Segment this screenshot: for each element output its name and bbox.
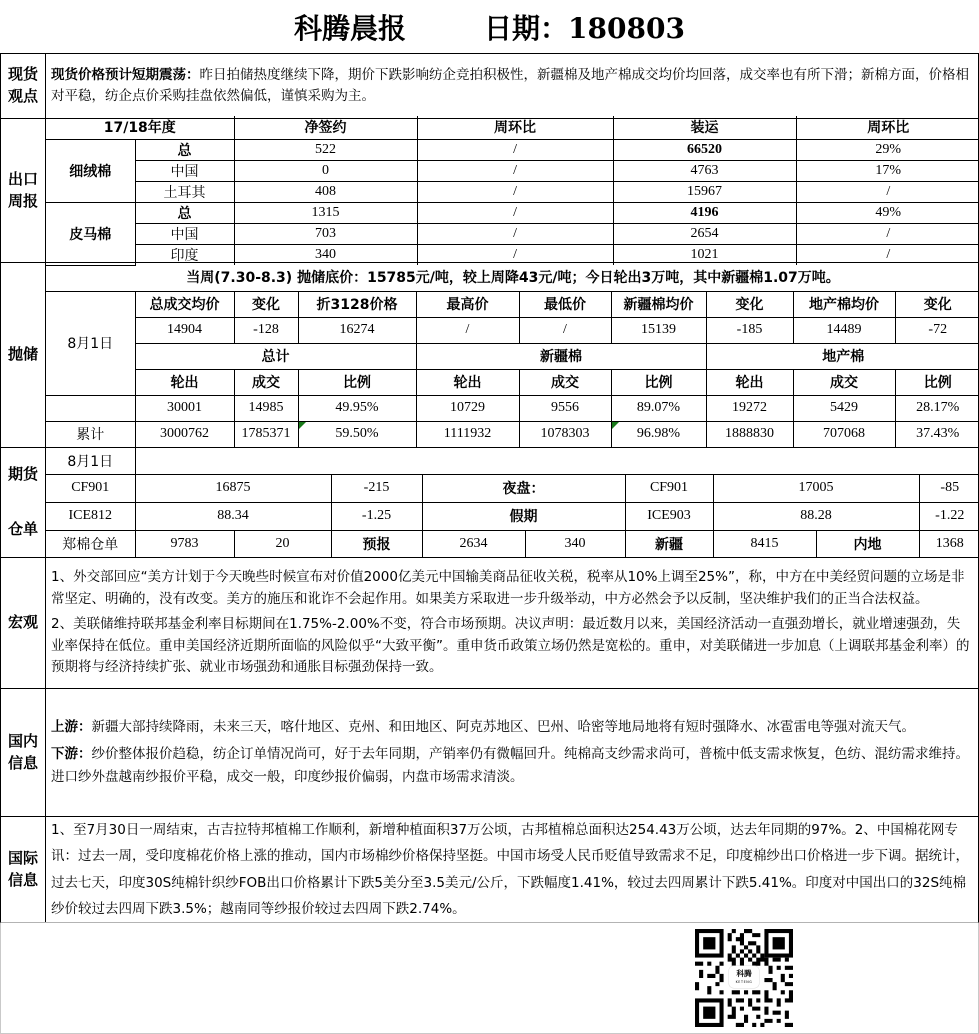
contract-name: ICE812 — [46, 502, 135, 530]
cell-wow: / — [417, 182, 613, 203]
sub-header: 比例 — [298, 369, 416, 395]
group-header-xinjiang: 新疆棉 — [416, 343, 706, 369]
table-row — [46, 182, 979, 203]
domestic-downstream: 下游：纱价整体报价趋稳，纺企订单情况尚可，好于去年同期，产销率仍有微幅回升。纯棉高支纱需求尚可，普梳中低支需求恢复，色纺、混纺需求维持。进口纱外盘越南纱报价平稳，成交一般，印度纱报价偏弱，内盘市场需求清淡。 — [51, 745, 969, 786]
cell-item: 印度 — [135, 245, 234, 266]
cell-ship: 15967 — [613, 182, 796, 203]
spot-lead: 现货价格预计短期震荡： — [51, 67, 200, 84]
section-qr — [0, 923, 979, 1034]
sub-header: 成交 — [234, 369, 298, 395]
table-row — [46, 448, 979, 474]
cell-ship: 4763 — [613, 161, 796, 182]
sub-header: 比例 — [611, 369, 706, 395]
contract-change: -85 — [919, 474, 979, 502]
cell-net: 408 — [234, 182, 417, 203]
cell: 5429 — [793, 395, 895, 421]
table-row — [46, 343, 979, 369]
cell-item: 土耳其 — [135, 182, 234, 203]
section-label-macro: 宏观 — [1, 558, 46, 688]
receipts-name: 郑棉仓单 — [46, 530, 135, 557]
table-row — [46, 161, 979, 182]
row-group-pima-cotton: 皮马棉 — [46, 203, 135, 266]
cell: 14489 — [793, 317, 895, 343]
sub-header: 轮出 — [135, 369, 234, 395]
col-header: 变化 — [895, 291, 979, 317]
cell: / — [519, 317, 611, 343]
spot-body: 昨日拍储热度继续下降，期价下跌影响纺企竞拍积极性，新疆棉及地产棉成交均价均回落，成交率也有所下滑；新棉方面，价格相对平稳，纺企点价采购挂盘依然偏低，谨慎采购为主。 — [51, 67, 969, 104]
cell: 28.17% — [895, 395, 979, 421]
cell-item: 中国 — [135, 224, 234, 245]
section-label-international: 国际信息 — [1, 817, 46, 922]
table-row — [46, 317, 979, 343]
cell: 14985 — [234, 395, 298, 421]
cell: -128 — [234, 317, 298, 343]
cell: 1785371 — [234, 421, 298, 447]
cell-wow: / — [796, 224, 979, 245]
sub-header: 比例 — [895, 369, 979, 395]
cell-ship: 2654 — [613, 224, 796, 245]
col-header: 最低价 — [519, 291, 611, 317]
col-header-net-sign: 净签约 — [234, 116, 417, 140]
cell-wow: 29% — [796, 140, 979, 161]
report-title — [0, 0, 979, 53]
row-group-fine-cotton: 细绒棉 — [46, 140, 135, 203]
cell: 37.43% — [895, 421, 979, 447]
cell: -185 — [706, 317, 793, 343]
qr-logo-cn: 科腾 — [736, 968, 752, 978]
macro-paragraph-2: 2、美联储维持联邦基金利率目标期间在1.75%-2.00%不变，符合市场预期。决议声明：最近数月以来，美国经济活动一直强劲增长，就业增速强劲，失业率保持在低位。重申美国经济近期所面临的风险似乎“大致平衡”。重申货币政策立场仍然是宽松的。重申，对美联储进一步加息（上调联邦基金利率）的预期将与经济持续扩张、就业市场强劲和通胀目标强劲保持一致。 — [51, 616, 970, 676]
cell: 59.50% — [298, 421, 416, 447]
cell-net: 703 — [234, 224, 417, 245]
col-header: 变化 — [706, 291, 793, 317]
sub-header: 成交 — [793, 369, 895, 395]
section-label-export: 出口周报 — [1, 119, 46, 262]
sub-header: 成交 — [519, 369, 611, 395]
cell-item: 中国 — [135, 161, 234, 182]
col-header: 地产棉均价 — [793, 291, 895, 317]
cell: 10729 — [416, 395, 519, 421]
col-header: 折3128价格 — [298, 291, 416, 317]
group-header-total: 总计 — [135, 343, 416, 369]
error-flag-icon — [612, 422, 619, 429]
contract-name: CF901 — [625, 474, 713, 502]
cell: 8415 — [713, 530, 816, 557]
cell-wow: / — [417, 203, 613, 224]
cell: 14904 — [135, 317, 234, 343]
section-reserve-auction — [0, 263, 979, 448]
cell: 1368 — [919, 530, 979, 557]
section-macro — [0, 558, 979, 689]
cell: 16274 — [298, 317, 416, 343]
contract-price: 88.34 — [135, 502, 331, 530]
qr-area — [1, 923, 978, 1033]
section-domestic-info — [0, 689, 979, 817]
col-header: 最高价 — [416, 291, 519, 317]
forecast-label: 预报 — [331, 530, 422, 557]
contract-name: ICE903 — [625, 502, 713, 530]
cell: 89.07% — [611, 395, 706, 421]
cell: 30001 — [135, 395, 234, 421]
col-header: 新疆棉均价 — [611, 291, 706, 317]
holiday-label: 假期 — [422, 502, 625, 530]
section-export-weekly — [0, 119, 979, 263]
table-row — [46, 395, 979, 421]
section-label-reserve: 抛储 — [1, 263, 46, 447]
qr-logo-en: KETENG — [735, 980, 753, 985]
cell-item: 总 — [135, 203, 234, 224]
downstream-lead: 下游： — [51, 745, 92, 762]
table-row — [46, 502, 979, 530]
cell-net: 0 — [234, 161, 417, 182]
inland-label: 内地 — [816, 530, 919, 557]
error-flag-icon — [299, 422, 306, 429]
night-session-label: 夜盘： — [422, 474, 625, 502]
cell-empty — [46, 395, 135, 421]
table-row — [46, 421, 979, 447]
report-date: 日期：180803 — [484, 11, 685, 45]
section-spot-view — [0, 54, 979, 119]
cell-wow: / — [417, 161, 613, 182]
section-futures-receipts — [0, 448, 979, 558]
macro-paragraph-1: 1、外交部回应“美方计划于今天晚些时候宣布对价值2000亿美元中国输美商品征收关税，税率从10%上调至25%”，称，中方在中美经贸问题的立场是非常坚定、明确的，没有改变。美方的施压和讹诈不会起作用。如果美方采取进一步升级举动，中方必然会予以反制，坚决维护我们的正当合法权益。 — [51, 569, 965, 607]
cell-wow: / — [417, 140, 613, 161]
section-label-futures — [1, 448, 46, 557]
section-label-domestic: 国内信息 — [1, 689, 46, 816]
cell-wow: 17% — [796, 161, 979, 182]
cell: 2634 — [422, 530, 525, 557]
table-row — [46, 474, 979, 502]
report-brand: 科腾晨报 — [294, 11, 407, 45]
cell-wow: / — [796, 245, 979, 266]
table-row — [46, 369, 979, 395]
table-row — [46, 224, 979, 245]
cell-ship: 66520 — [613, 140, 796, 161]
futures-date-cell: 8月1日 — [46, 448, 135, 474]
export-table — [46, 116, 979, 266]
futures-table — [46, 448, 979, 557]
spot-paragraph — [46, 63, 978, 109]
contract-price: 88.28 — [713, 502, 919, 530]
report-body — [0, 53, 979, 1034]
col-header-year: 17/18年度 — [46, 116, 234, 140]
cell: 1111932 — [416, 421, 519, 447]
contract-name: CF901 — [46, 474, 135, 502]
cell: 49.95% — [298, 395, 416, 421]
cell: 9783 — [135, 530, 234, 557]
label-futures: 期货 — [7, 465, 38, 484]
col-header-wow: 周环比 — [417, 116, 613, 140]
table-row — [46, 245, 979, 266]
cell: 96.98% — [611, 421, 706, 447]
table-row — [46, 291, 979, 317]
contract-change: -1.22 — [919, 502, 979, 530]
contract-change: -215 — [331, 474, 422, 502]
table-row — [46, 530, 979, 557]
cell-wow: / — [417, 245, 613, 266]
cell: 19272 — [706, 395, 793, 421]
contract-change: -1.25 — [331, 502, 422, 530]
col-header: 变化 — [234, 291, 298, 317]
col-header: 总成交均价 — [135, 291, 234, 317]
table-row — [46, 263, 979, 291]
cell: 707068 — [793, 421, 895, 447]
table-row — [46, 116, 979, 140]
contract-price: 17005 — [713, 474, 919, 502]
cell-ship: 1021 — [613, 245, 796, 266]
cell-net: 1315 — [234, 203, 417, 224]
cell-ship: 4196 — [613, 203, 796, 224]
cell-empty — [135, 448, 979, 474]
cell: 3000762 — [135, 421, 234, 447]
domestic-upstream: 上游：新疆大部持续降雨，未来三天，喀什地区、克州、和田地区、阿克苏地区、巴州、哈密等地局地将有短时强降水、冰雹雷电等强对流天气。 — [51, 718, 915, 735]
cell: 20 — [234, 530, 331, 557]
col-header-wow: 周环比 — [796, 116, 979, 140]
cell-net: 522 — [234, 140, 417, 161]
international-paragraph: 1、至7月30日一周结束，古吉拉特邦植棉工作顺利，新增种植面积37万公顷，古邦植棉总面积达254.43万公顷，达去年同期的97%。2、中国棉花网专讯：过去一周，受印度棉花价格上涨的推动，国内市场棉纱价格保持坚挺。中国市场受人民币贬值导致需求不足，印度棉纱出口价格进一步下调。据统计，过去七天，印度30S纯棉针织纱FOB出口价格累计下跌5美分至3.5美元/公斤，下跌幅度1.41%，较过去四周累计下跌5.41%。印度对中国出口的32S纯棉纱价较过去四周下跌3.5%；越南同等纱报价较过去四周下跌2.74%。 — [51, 821, 969, 917]
contract-price: 16875 — [135, 474, 331, 502]
cell: -72 — [895, 317, 979, 343]
reserve-date-cell: 8月1日 — [46, 291, 135, 395]
reserve-cumulative-label: 累计 — [46, 421, 135, 447]
cell: 15139 — [611, 317, 706, 343]
table-row — [46, 140, 979, 161]
cell: 9556 — [519, 395, 611, 421]
table-row — [46, 203, 979, 224]
upstream-lead: 上游： — [51, 718, 92, 735]
cell: 1888830 — [706, 421, 793, 447]
reserve-table — [46, 263, 979, 447]
cell: 340 — [525, 530, 625, 557]
qr-code-icon — [693, 929, 795, 1027]
col-header-shipment: 装运 — [613, 116, 796, 140]
cell-wow: / — [417, 224, 613, 245]
cell: / — [416, 317, 519, 343]
sub-header: 轮出 — [706, 369, 793, 395]
cell: 1078303 — [519, 421, 611, 447]
reserve-note: 当周(7.30-8.3) 抛储底价：15785元/吨，较上周降43元/吨；今日轮出3万吨，其中新疆棉1.07万吨。 — [46, 263, 979, 291]
label-receipts: 仓单 — [7, 519, 38, 538]
xinjiang-label: 新疆 — [625, 530, 713, 557]
cell-item: 总 — [135, 140, 234, 161]
group-header-local: 地产棉 — [706, 343, 979, 369]
section-international-info — [0, 817, 979, 923]
cell-net: 340 — [234, 245, 417, 266]
section-label-spot: 现货观点 — [1, 54, 46, 118]
cell-wow: 49% — [796, 203, 979, 224]
sub-header: 轮出 — [416, 369, 519, 395]
cell-wow: / — [796, 182, 979, 203]
